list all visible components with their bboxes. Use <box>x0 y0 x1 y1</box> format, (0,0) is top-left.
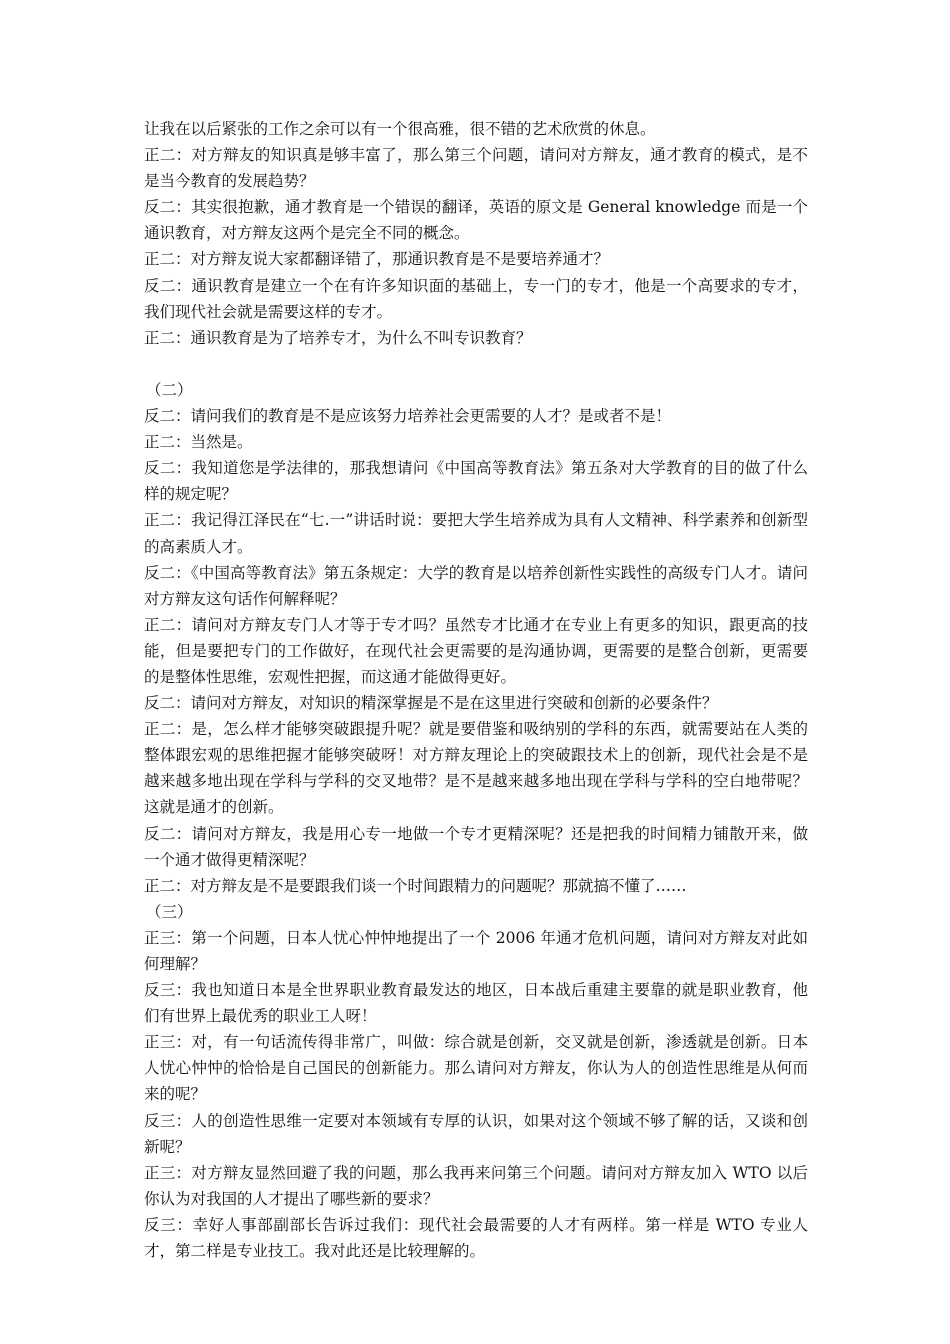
paragraph: 正二：是，怎么样才能够突破跟提升呢？就是要借鉴和吸纳别的学科的东西，就需要站在人类的整体跟宏观的思维把握才能够突破呀！对方辩友理论上的突破跟技术上的创新，现代社会是不是越来越多地出现在学科与学科的交叉地带？是不是越来越多地出现在学科与学科的空白地带呢？这就是通才的创新。 <box>144 720 808 817</box>
paragraph: 正三：对，有一句话流传得非常广，叫做：综合就是创新，交叉就是创新，渗透就是创新。日本人忧心忡忡的恰恰是自己国民的创新能力。那么请问对方辩友，你认为人的创造性思维是从何而来的呢？ <box>144 1033 808 1104</box>
paragraph: 反二：其实很抱歉，通才教育是一个错误的翻译，英语的原文是 General knowledge 而是一个通识教育，对方辩友这两个是完全不同的概念。 <box>144 198 808 243</box>
paragraph: 反三：我也知道日本是全世界职业教育最发达的地区，日本战后重建主要靠的就是职业教育，他们有世界上最优秀的职业工人呀！ <box>144 981 808 1026</box>
paragraph: 反二：通识教育是建立一个在有许多知识面的基础上，专一门的专才，他是一个高要求的专才，我们现代社会就是需要这样的专才。 <box>144 276 808 321</box>
paragraph: 让我在以后紧张的工作之余可以有一个很高雅，很不错的艺术欣赏的休息。 <box>144 120 656 138</box>
section-heading: （二） <box>146 380 193 399</box>
paragraph: 正三：第一个问题，日本人忧心忡忡地提出了一个 2006 年通才危机问题，请问对方辩友对此如何理解？ <box>144 928 808 973</box>
paragraph: 正二：通识教育是为了培养专才，为什么不叫专识教育？ <box>144 328 532 347</box>
paragraph: 正二：对方辩友说大家都翻译错了，那通识教育是不是要培养通才？ <box>144 250 610 269</box>
paragraph: 反二：请问对方辩友，对知识的精深掌握是不是在这里进行突破和创新的必要条件？ <box>144 694 718 713</box>
paragraph: 反二：请问对方辩友，我是用心专一地做一个专才更精深呢？还是把我的时间精力铺散开来，做一个通才做得更精深呢？ <box>144 824 808 869</box>
paragraph: 反三：人的创造性思维一定要对本领域有专厚的认识，如果对这个领域不够了解的话，又谈和创新呢？ <box>144 1111 808 1156</box>
paragraph: 正二：请问对方辩友专门人才等于专才吗？虽然专才比通才在专业上有更多的知识，跟更高的技能，但是要把专门的工作做好，在现代社会更需要的是沟通协调，更需要的是整合创新，更需要的是整体性思维，宏观性把握，而这通才能做得更好。 <box>144 615 808 686</box>
paragraph: 正二：当然是。 <box>144 433 253 452</box>
paragraph: 反二：请问我们的教育是不是应该努力培养社会更需要的人才？是或者不是！ <box>144 407 672 426</box>
dialogue-text <box>144 116 808 1264</box>
paragraph: 正二：对方辩友是不是要跟我们谈一个时间跟精力的问题呢？那就搞不懂了…… <box>144 876 687 895</box>
paragraph: 反二：我知道您是学法律的，那我想请问《中国高等教育法》第五条对大学教育的目的做了什么样的规定呢？ <box>144 459 808 504</box>
blank-line <box>144 351 808 377</box>
paragraph: 正三：对方辩友显然回避了我的问题，那么我再来问第三个问题。请问对方辩友加入 WTO 以后你认为对我国的人才提出了哪些新的要求？ <box>144 1163 808 1208</box>
paragraph: 反二：《中国高等教育法》第五条规定：大学的教育是以培养创新性实践性的高级专门人才。请问对方辩友这句话作何解释呢？ <box>144 563 808 608</box>
paragraph: 反三：幸好人事部副部长告诉过我们：现代社会最需要的人才有两样。第一样是 WTO 专业人才，第二样是专业技工。我对此还是比较理解的。 <box>144 1215 808 1261</box>
paragraph: 正二：我记得江泽民在“七.一”讲话时说：要把大学生培养成为具有人文精神、科学素养和创新型的高素质人才。 <box>144 511 808 556</box>
section-heading: （三） <box>146 902 193 921</box>
paragraph: 正二：对方辩友的知识真是够丰富了，那么第三个问题，请问对方辩友，通才教育的模式，是不是当今教育的发展趋势？ <box>144 146 808 191</box>
